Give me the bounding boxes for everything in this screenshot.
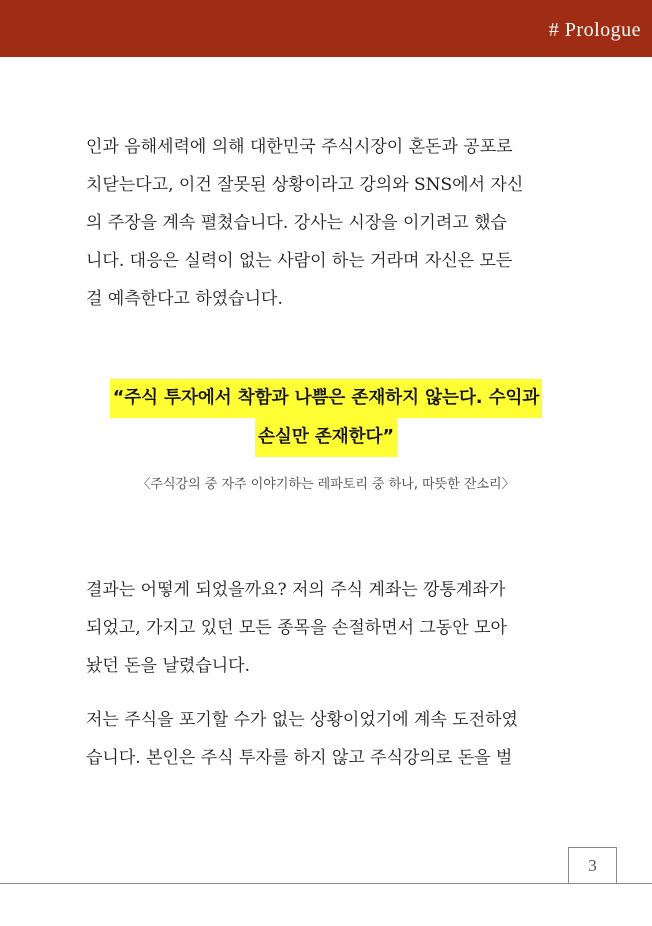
paragraph-line: 습니다. 본인은 주식 투자를 하지 않고 주식강의로 돈을 벌	[86, 748, 513, 768]
paragraph-line: 니다. 대응은 실력이 없는 사람이 하는 거라며 자신은 모든	[86, 251, 513, 271]
paragraph-3	[86, 701, 586, 777]
paragraph-line: 치닫는다고, 이건 잘못된 상황이라고 강의와 SNS에서 자신	[86, 175, 524, 195]
paragraph-line: 되었고, 가지고 있던 모든 종목을 손절하면서 그동안 모아	[86, 618, 507, 638]
paragraph-line: 걸 예측한다고 하였습니다.	[86, 289, 283, 309]
paragraph-line: 인과 음해세력에 의해 대한민국 주식시장이 혼돈과 공포로	[86, 137, 513, 157]
page-number-box	[568, 847, 617, 883]
highlighted-quote	[0, 379, 652, 457]
header-bar	[0, 0, 652, 57]
quote-line: 손실만 존재한다”	[255, 418, 397, 457]
paragraph-line: 의 주장을 계속 펼쳤습니다. 강사는 시장을 이기려고 했습	[86, 213, 507, 233]
paragraph-line: 저는 주식을 포기할 수가 없는 상황이었기에 계속 도전하였	[86, 710, 518, 730]
footer-divider	[0, 883, 652, 884]
paragraph-2	[86, 571, 586, 685]
paragraph-1	[86, 128, 586, 318]
paragraph-line: 놨던 돈을 날렸습니다.	[86, 656, 251, 676]
quote-caption: 〈주식강의 중 자주 이야기하는 레파토리 중 하나, 따뜻한 잔소리〉	[137, 477, 515, 492]
paragraph-line: 결과는 어떻게 되었을까요? 저의 주식 계좌는 깡통계좌가	[86, 580, 506, 600]
page-number: 3	[588, 856, 597, 875]
quote-line: “주식 투자에서 착함과 나쁨은 존재하지 않는다. 수익과	[110, 379, 543, 418]
chapter-title: # Prologue	[548, 19, 641, 41]
